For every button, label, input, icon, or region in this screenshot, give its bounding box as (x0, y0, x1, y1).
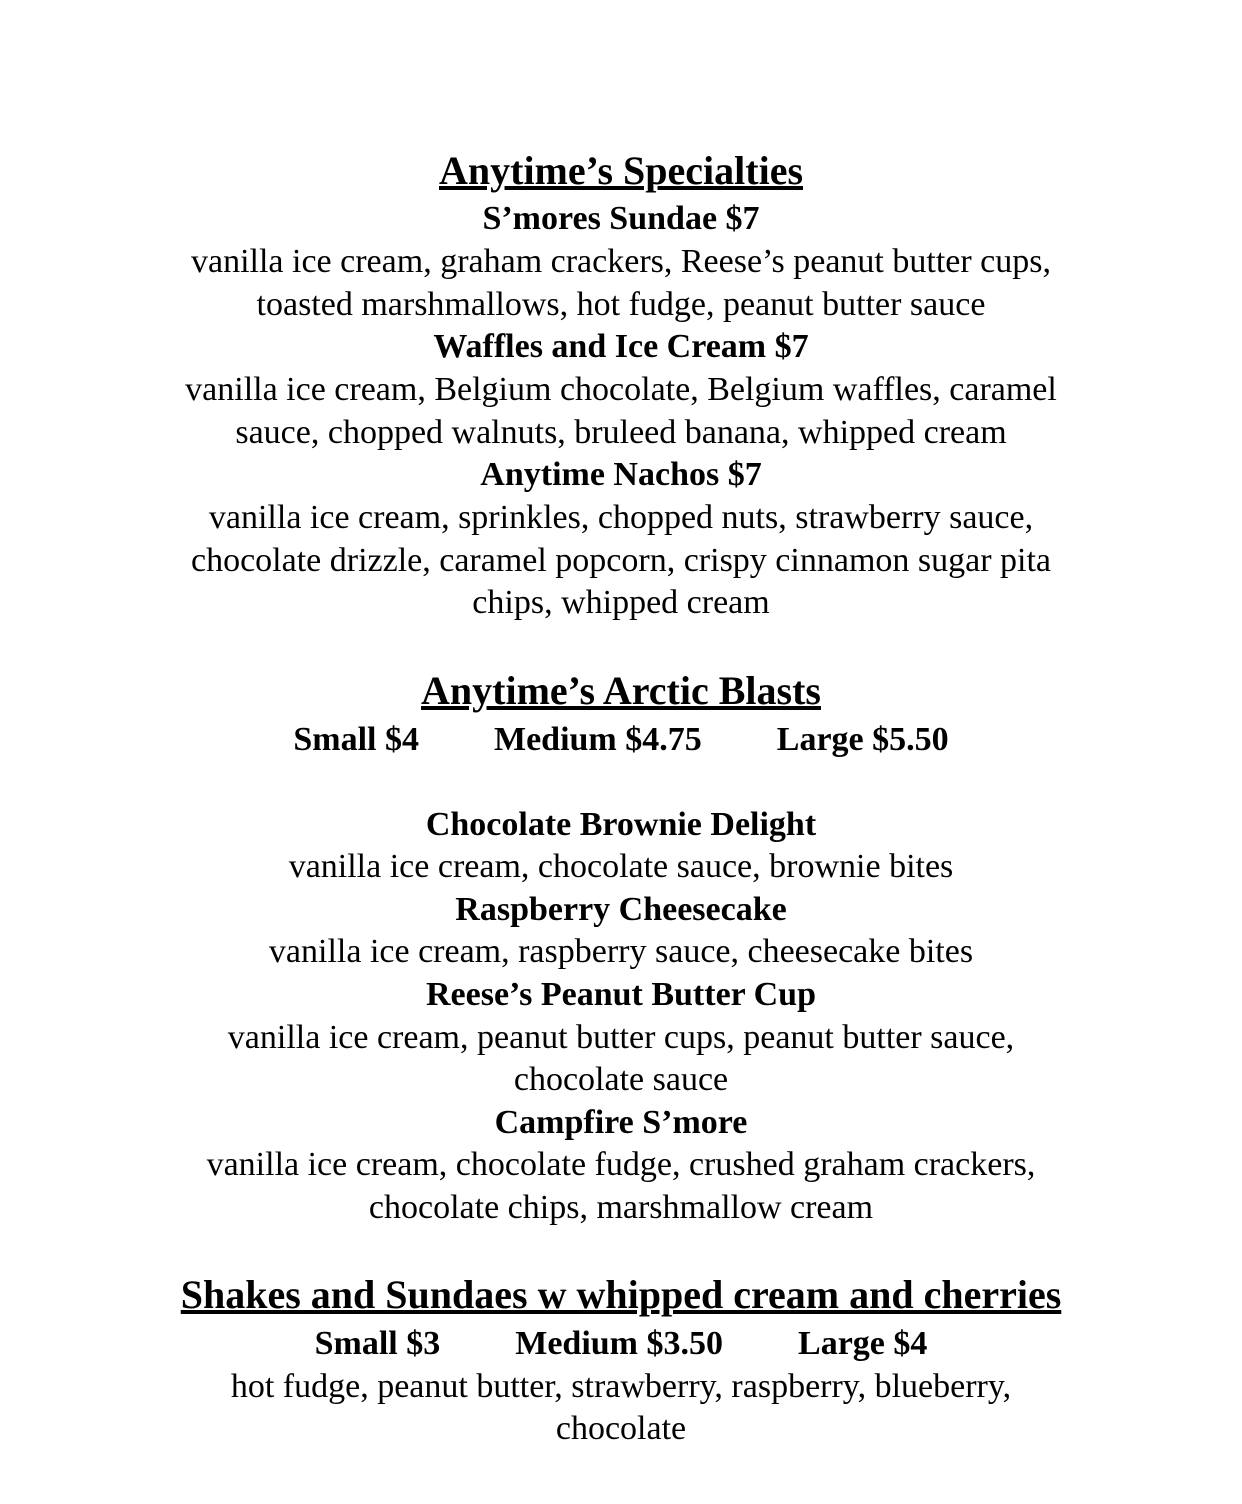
menu-item-name: Anytime Nachos $7 (480, 456, 762, 493)
menu-item-name: S’mores Sundae $7 (482, 200, 760, 237)
menu-item-description: chocolate sauce (513, 1061, 729, 1098)
menu-item-name: Chocolate Brownie Delight (425, 806, 817, 843)
menu-item-description: chocolate drizzle, caramel popcorn, crispy cinnamon sugar pita (190, 542, 1052, 579)
flavors-description: hot fudge, peanut butter, strawberry, raspberry, blueberry, (230, 1368, 1012, 1405)
menu-item-description: vanilla ice cream, Belgium chocolate, Belgium waffles, caramel (185, 371, 1057, 408)
arctic-blasts-heading: Anytime’s Arctic Blasts (421, 668, 821, 713)
menu-item-description: vanilla ice cream, sprinkles, chopped nuts, strawberry sauce, (208, 499, 1034, 536)
menu-item-description: vanilla ice cream, raspberry sauce, cheesecake bites (268, 933, 974, 970)
size-price-row (0, 719, 1242, 761)
menu-item-description: vanilla ice cream, chocolate fudge, crushed graham crackers, (206, 1146, 1036, 1183)
menu-item-description: chips, whipped cream (472, 584, 770, 621)
menu-item-name: Waffles and Ice Cream $7 (433, 328, 809, 365)
size-medium-price: Medium $4.75 (493, 721, 702, 758)
size-medium-price: Medium $3.50 (515, 1325, 724, 1362)
size-price-row (0, 1323, 1242, 1365)
menu-item-name: Campfire S’more (494, 1104, 748, 1141)
menu-item-description: chocolate chips, marshmallow cream (368, 1189, 874, 1226)
specialties-heading: Anytime’s Specialties (438, 148, 804, 193)
menu-item-description: vanilla ice cream, graham crackers, Reese’s peanut butter cups, (191, 243, 1051, 280)
size-small-price: Small $4 (293, 721, 419, 758)
menu-item-description: vanilla ice cream, chocolate sauce, brownie bites (288, 848, 954, 885)
size-small-price: Small $3 (314, 1325, 441, 1362)
flavors-description: chocolate (555, 1410, 687, 1447)
size-large-price: Large $5.50 (776, 721, 949, 758)
menu-item-description: toasted marshmallows, hot fudge, peanut butter sauce (256, 286, 986, 323)
size-large-price: Large $4 (798, 1325, 928, 1362)
menu-item-name: Raspberry Cheesecake (455, 891, 787, 928)
menu-item-description: sauce, chopped walnuts, bruleed banana, whipped cream (235, 414, 1007, 451)
shakes-sundaes-heading: Shakes and Sundaes w whipped cream and cherries (180, 1272, 1062, 1317)
menu-item-description: vanilla ice cream, peanut butter cups, peanut butter sauce, (227, 1019, 1015, 1056)
menu-item-name: Reese’s Peanut Butter Cup (425, 976, 817, 1013)
